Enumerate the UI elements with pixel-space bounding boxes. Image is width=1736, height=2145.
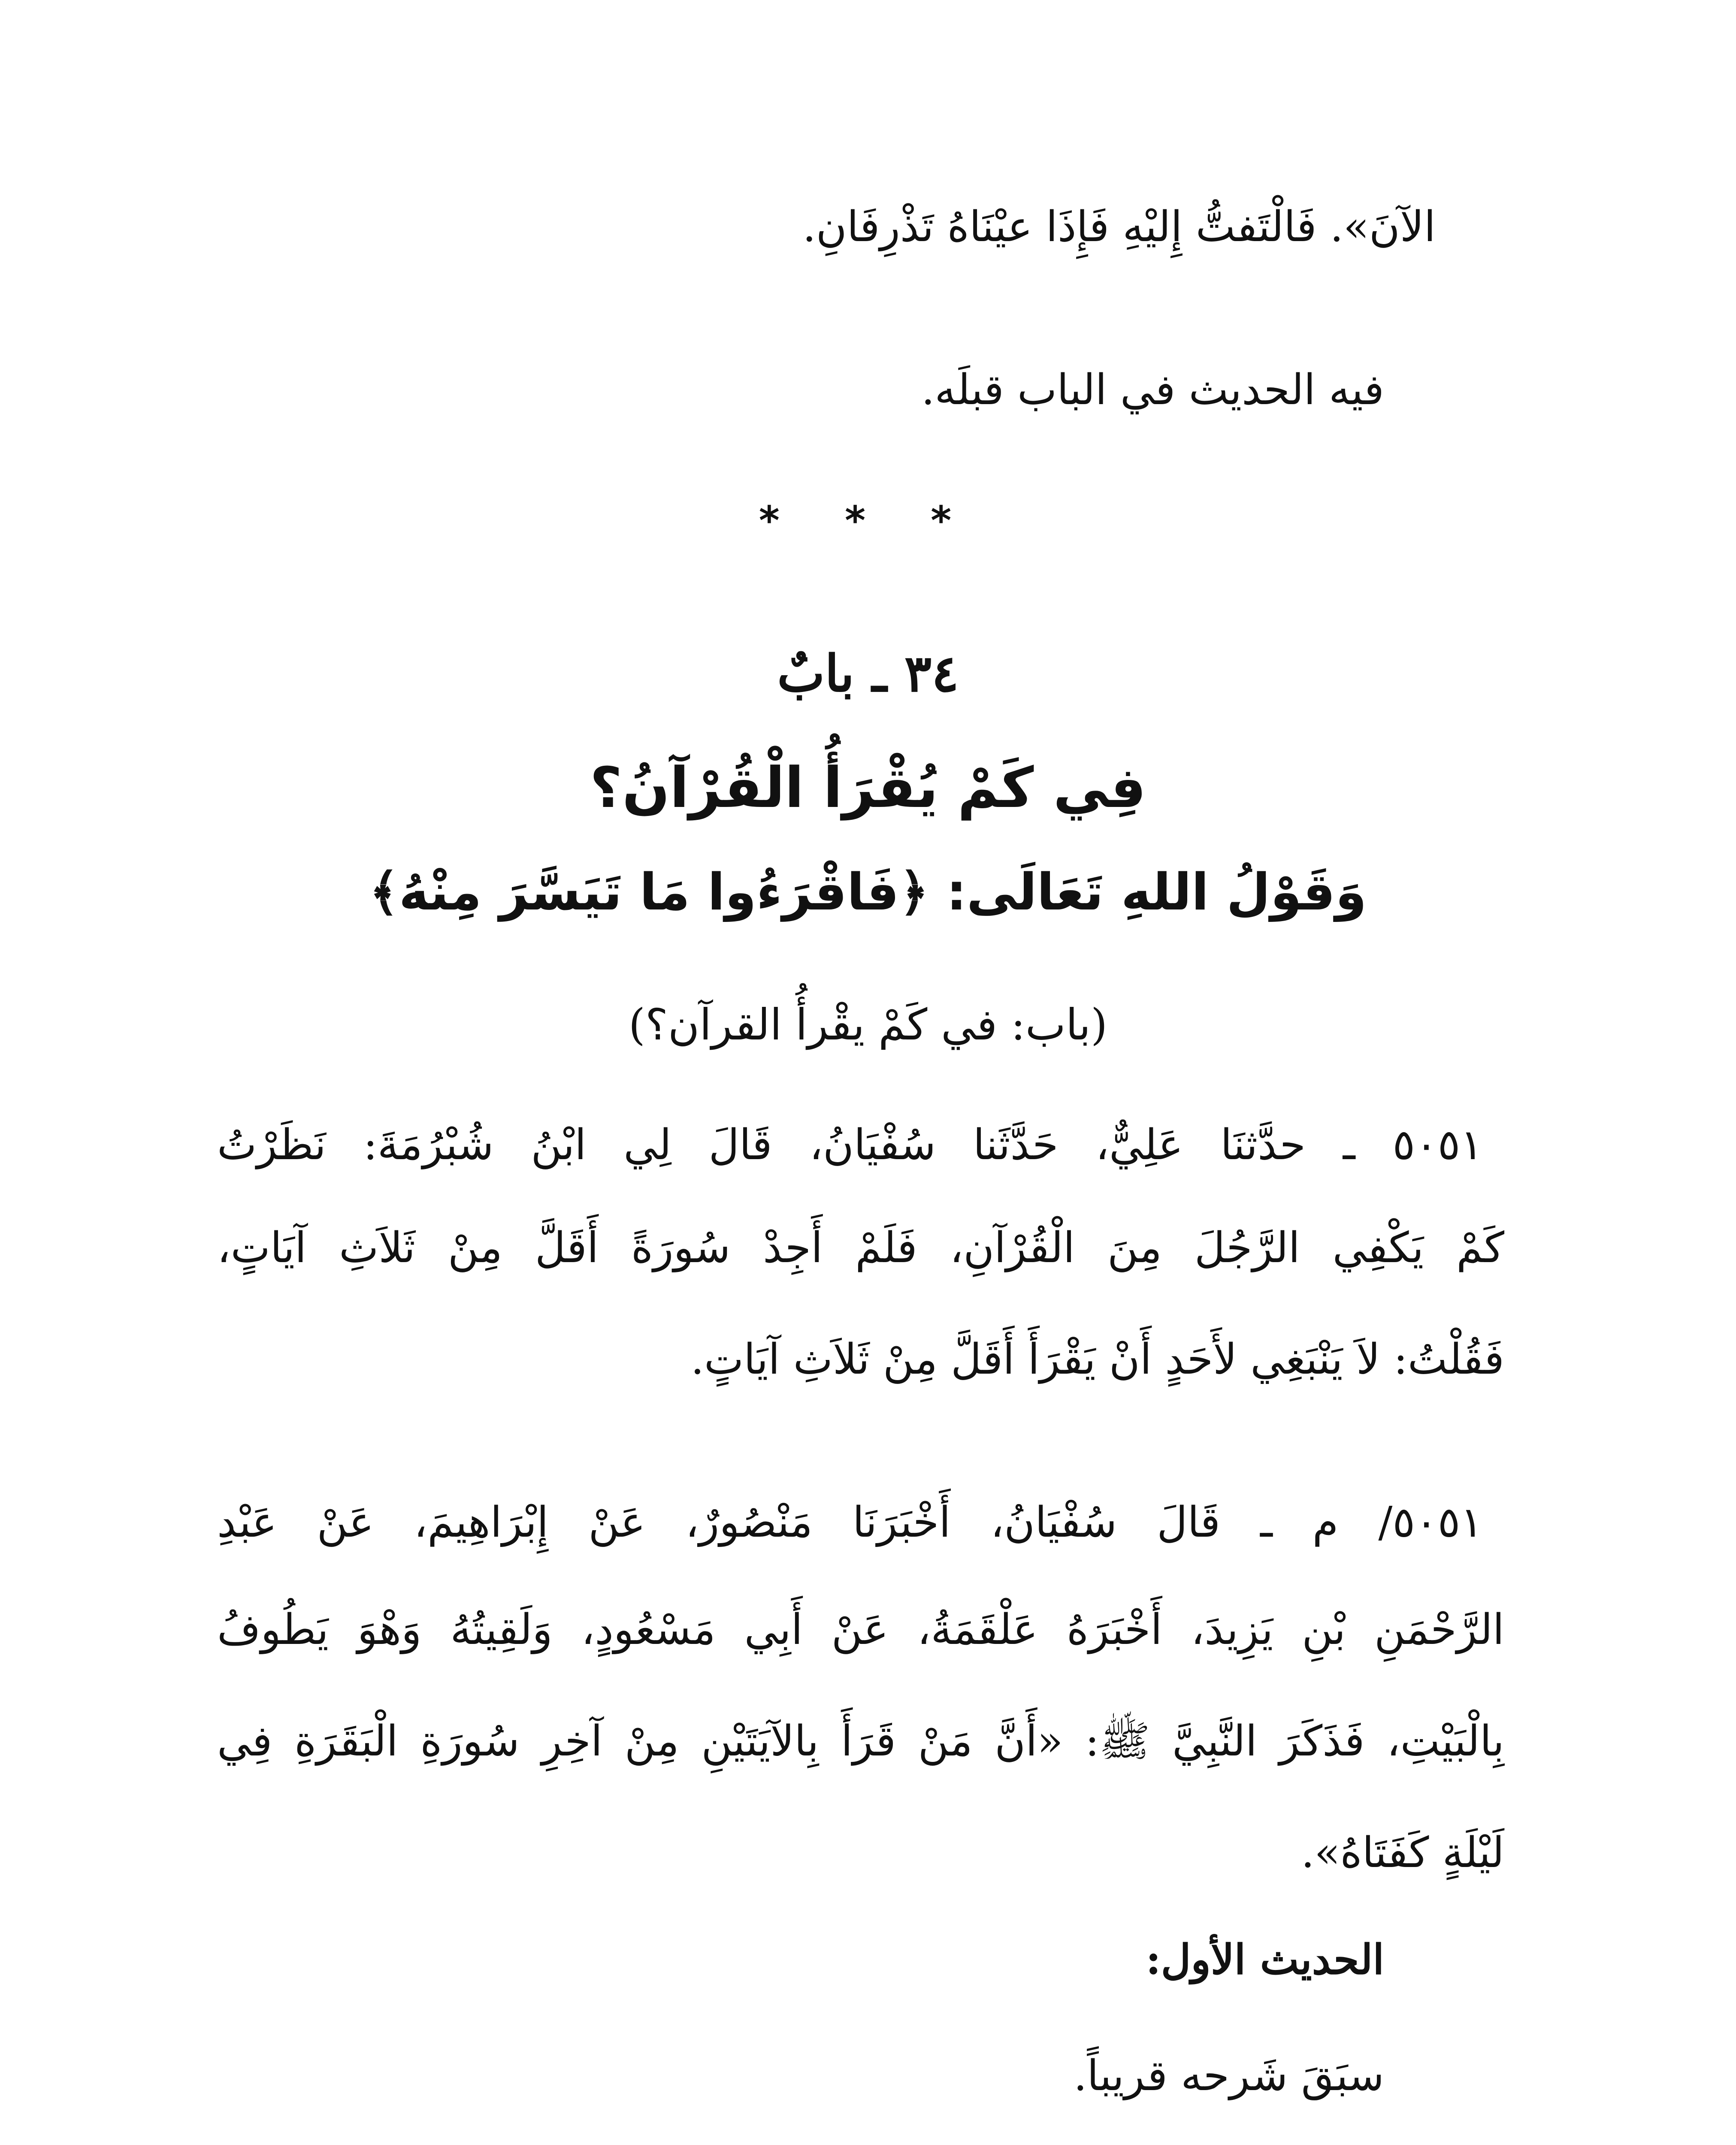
commentary-heading: الحديث الأول:: [1146, 1935, 1384, 1984]
continuation-line-2: فيه الحديث في الباب قبلَه.: [921, 366, 1384, 414]
chapter-subtitle: وَقَوْلُ اللهِ تَعَالَى: ﴿فَاقْرَءُوا مَا تَيَسَّرَ مِنْهُ﴾: [369, 862, 1367, 921]
hadith-5051m-line-1: ٥٠٥١/ م ـ قَالَ سُفْيَانُ، أَخْبَرَنَا مَنْصُورٌ، عَنْ إِبْرَاهِيمَ، عَنْ عَبْدِ: [217, 1498, 1483, 1547]
continuation-line-1: الآنَ». فَالْتَفتُّ إِليْهِ فَإِذَا عيْنَاهُ تَذْرِفَانِ.: [802, 202, 1436, 251]
hadith-5051-line-1: ٥٠٥١ ـ حدَّثنَا عَلِيٌّ، حَدَّثَنا سُفْيَانُ، قَالَ لِي ابْنُ شُبْرُمَةَ: نَظَرْتُ: [217, 1121, 1483, 1169]
chapter-number: ٣٤ ـ بابٌ: [777, 644, 959, 703]
hadith-5051m-line-4: لَيْلَةٍ كَفَتَاهُ».: [1301, 1828, 1504, 1877]
hadith-5051-line-3: فَقُلْتُ: لاَ يَنْبَغِي لأَحَدٍ أَنْ يَقْرَأَ أَقَلَّ مِنْ ثَلاَثِ آيَاتٍ.: [690, 1335, 1504, 1384]
hadith-5051m-line-3: بِالْبَيْتِ، فَذَكَرَ النَّبِيَّ ﷺ: «أَنَّ مَنْ قَرَأَ بِالآيَتَيْنِ مِنْ آخِرِ سُورَةِ الْبَقَرَةِ فِي: [217, 1717, 1504, 1766]
hadith-5051m-line-2: الرَّحْمَنِ بْنِ يَزِيدَ، أَخْبَرَهُ عَلْقَمَةُ، عَنْ أَبِي مَسْعُودٍ، وَلَقِيتُهُ وَهْوَ يَطُوفُ: [217, 1605, 1504, 1654]
chapter-title: فِي كَمْ يُقْرَأُ الْقُرْآنُ؟: [590, 755, 1146, 820]
commentary-text: سبَقَ شَرحه قريباً.: [1074, 2051, 1384, 2100]
section-divider-top: * * *: [759, 498, 977, 544]
bab-note: (باب: في كَمْ يقْرأُ القرآن؟): [628, 1000, 1108, 1050]
hadith-5051-line-2: كَمْ يَكْفِي الرَّجُلَ مِنَ الْقُرْآنِ، فَلَمْ أَجِدْ سُورَةً أَقَلَّ مِنْ ثَلاَثِ آيَاتٍ،: [217, 1224, 1504, 1272]
